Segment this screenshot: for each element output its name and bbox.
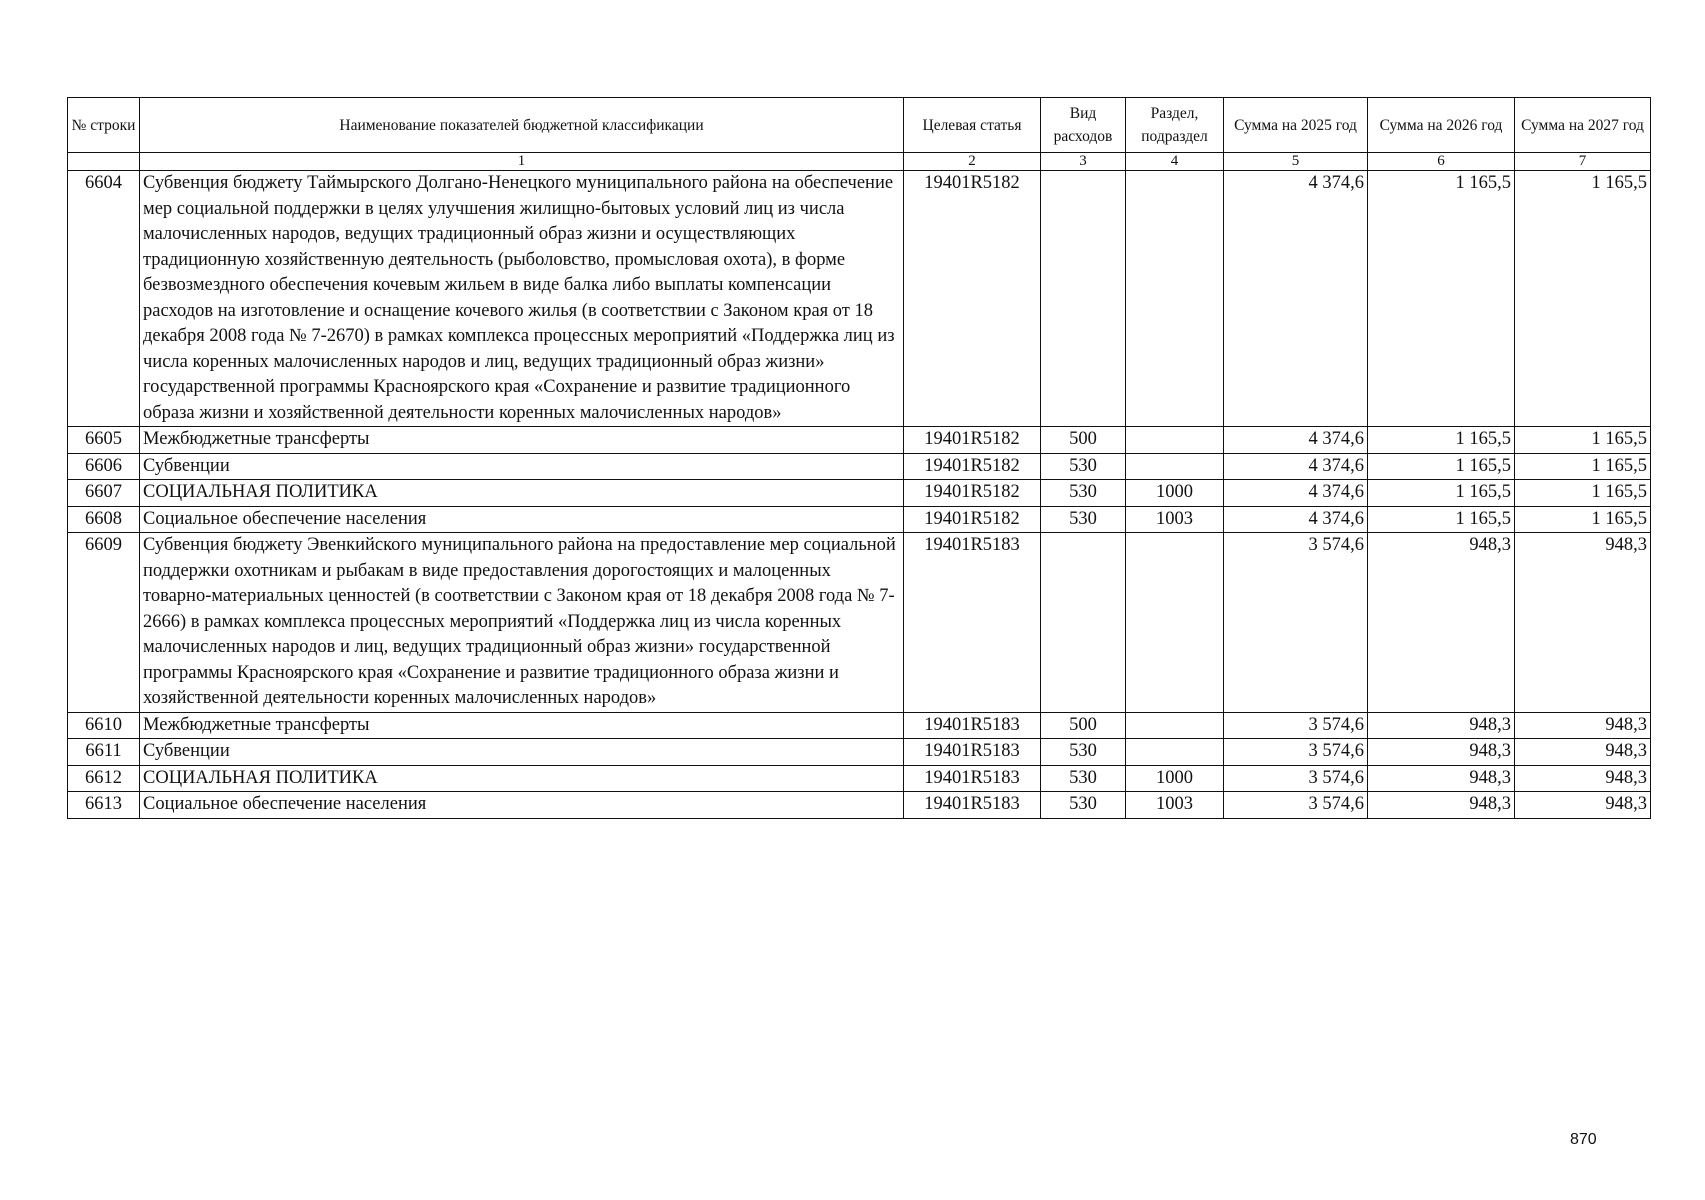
row-sum-2027: 948,3 [1515, 533, 1651, 713]
table-row [68, 712, 1651, 739]
row-sum-2027: 1 165,5 [1515, 453, 1651, 480]
row-number: 6605 [68, 427, 140, 454]
row-section [1126, 453, 1224, 480]
row-target-article: 19401R5183 [904, 739, 1041, 766]
row-sum-2026: 1 165,5 [1368, 427, 1515, 454]
table-row [68, 739, 1651, 766]
page-number: 870 [1570, 1131, 1597, 1148]
column-number: 3 [1041, 153, 1126, 171]
row-sum-2027: 1 165,5 [1515, 506, 1651, 533]
row-sum-2027: 1 165,5 [1515, 427, 1651, 454]
row-section: 1000 [1126, 480, 1224, 507]
row-name: Межбюджетные трансферты [140, 427, 904, 454]
row-section [1126, 427, 1224, 454]
row-target-article: 19401R5183 [904, 712, 1041, 739]
row-sum-2026: 1 165,5 [1368, 453, 1515, 480]
row-sum-2027: 1 165,5 [1515, 171, 1651, 427]
table-row [68, 427, 1651, 454]
row-sum-2025: 3 574,6 [1224, 533, 1368, 713]
row-sum-2027: 948,3 [1515, 739, 1651, 766]
row-expense-type [1041, 533, 1126, 713]
row-sum-2025: 4 374,6 [1224, 427, 1368, 454]
row-sum-2026: 1 165,5 [1368, 506, 1515, 533]
row-sum-2027: 948,3 [1515, 792, 1651, 819]
row-target-article: 19401R5182 [904, 506, 1041, 533]
row-number: 6606 [68, 453, 140, 480]
table-body [68, 171, 1651, 819]
column-number: 6 [1368, 153, 1515, 171]
row-number: 6607 [68, 480, 140, 507]
row-sum-2026: 948,3 [1368, 712, 1515, 739]
row-name: Межбюджетные трансферты [140, 712, 904, 739]
row-sum-2025: 3 574,6 [1224, 765, 1368, 792]
row-number: 6613 [68, 792, 140, 819]
table-row [68, 533, 1651, 713]
row-sum-2027: 948,3 [1515, 765, 1651, 792]
row-expense-type: 500 [1041, 427, 1126, 454]
row-sum-2026: 1 165,5 [1368, 480, 1515, 507]
header-indicator-name: Наименование показателей бюджетной классификации [140, 98, 904, 153]
column-number: 7 [1515, 153, 1651, 171]
table-row [68, 171, 1651, 427]
row-name: Субвенции [140, 453, 904, 480]
row-name: Субвенция бюджету Эвенкийского муниципального района на предоставление мер социальной поддержки охотникам и рыбакам в виде предоставления дорогостоящих и малоценных товарно-материальных ценностей (в соответствии с Законом края от 18 декабря 2008 года № 7-2666) в рамках комплекса процессных мероприятий «Поддержка лиц из числа коренных малочисленных народов и лиц, ведущих традиционный образ жизни» государственной программы Красноярского края «Сохранение и развитие традиционного образа жизни и хозяйственной деятельности коренных малочисленных народов» [140, 533, 904, 713]
row-expense-type: 500 [1041, 712, 1126, 739]
row-expense-type [1041, 171, 1126, 427]
row-sum-2025: 4 374,6 [1224, 506, 1368, 533]
table-row [68, 506, 1651, 533]
row-name: Социальное обеспечение населения [140, 792, 904, 819]
row-sum-2025: 3 574,6 [1224, 792, 1368, 819]
row-sum-2025: 3 574,6 [1224, 739, 1368, 766]
row-number: 6611 [68, 739, 140, 766]
row-number: 6604 [68, 171, 140, 427]
header-row-number: № строки [68, 98, 140, 153]
row-section: 1000 [1126, 765, 1224, 792]
header-target-article: Целевая статья [904, 98, 1041, 153]
row-sum-2025: 4 374,6 [1224, 480, 1368, 507]
column-number: 2 [904, 153, 1041, 171]
row-sum-2026: 1 165,5 [1368, 171, 1515, 427]
row-sum-2027: 1 165,5 [1515, 480, 1651, 507]
table-header [68, 98, 1651, 171]
row-target-article: 19401R5182 [904, 453, 1041, 480]
row-sum-2026: 948,3 [1368, 533, 1515, 713]
column-number [68, 153, 140, 171]
row-expense-type: 530 [1041, 765, 1126, 792]
row-sum-2026: 948,3 [1368, 739, 1515, 766]
row-target-article: 19401R5182 [904, 480, 1041, 507]
budget-table [67, 97, 1651, 819]
row-expense-type: 530 [1041, 792, 1126, 819]
row-sum-2027: 948,3 [1515, 712, 1651, 739]
row-name: Субвенции [140, 739, 904, 766]
header-sum-2027: Сумма на 2027 год [1515, 98, 1651, 153]
row-target-article: 19401R5183 [904, 765, 1041, 792]
row-expense-type: 530 [1041, 506, 1126, 533]
row-section: 1003 [1126, 792, 1224, 819]
row-name: Субвенция бюджету Таймырского Долгано-Ненецкого муниципального района на обеспечение мер социальной поддержки в целях улучшения жилищно-бытовых условий лиц из числа малочисленных народов, ведущих традиционный образ жизни и осуществляющих традиционную хозяйственную деятельность (рыболовство, промысловая охота), в форме безвозмездного обеспечения кочевым жильем в виде балка либо выплаты компенсации расходов на изготовление и оснащение кочевого жилья (в соответствии с Законом края от 18 декабря 2008 года № 7-2670) в рамках комплекса процессных мероприятий «Поддержка лиц из числа коренных малочисленных народов и лиц, ведущих традиционный образ жизни» государственной программы Красноярского края «Сохранение и развитие традиционного образа жизни и хозяйственной деятельности коренных малочисленных народов» [140, 171, 904, 427]
table-row [68, 453, 1651, 480]
row-section: 1003 [1126, 506, 1224, 533]
row-number: 6608 [68, 506, 140, 533]
row-target-article: 19401R5182 [904, 427, 1041, 454]
row-expense-type: 530 [1041, 453, 1126, 480]
row-sum-2025: 3 574,6 [1224, 712, 1368, 739]
row-expense-type: 530 [1041, 480, 1126, 507]
table-row [68, 765, 1651, 792]
row-number: 6612 [68, 765, 140, 792]
row-sum-2026: 948,3 [1368, 792, 1515, 819]
header-sum-2026: Сумма на 2026 год [1368, 98, 1515, 153]
row-name: СОЦИАЛЬНАЯ ПОЛИТИКА [140, 480, 904, 507]
column-number: 4 [1126, 153, 1224, 171]
header-expense-type: Вид расходов [1041, 98, 1126, 153]
header-sum-2025: Сумма на 2025 год [1224, 98, 1368, 153]
row-section [1126, 171, 1224, 427]
column-number: 1 [140, 153, 904, 171]
row-sum-2026: 948,3 [1368, 765, 1515, 792]
row-target-article: 19401R5183 [904, 792, 1041, 819]
row-number: 6609 [68, 533, 140, 713]
table-row [68, 792, 1651, 819]
row-target-article: 19401R5183 [904, 533, 1041, 713]
row-section [1126, 712, 1224, 739]
row-number: 6610 [68, 712, 140, 739]
row-sum-2025: 4 374,6 [1224, 453, 1368, 480]
header-section: Раздел, подраздел [1126, 98, 1224, 153]
row-sum-2025: 4 374,6 [1224, 171, 1368, 427]
row-name: Социальное обеспечение населения [140, 506, 904, 533]
column-number-row [68, 153, 1651, 171]
row-name: СОЦИАЛЬНАЯ ПОЛИТИКА [140, 765, 904, 792]
column-number: 5 [1224, 153, 1368, 171]
row-expense-type: 530 [1041, 739, 1126, 766]
table-row [68, 480, 1651, 507]
row-target-article: 19401R5182 [904, 171, 1041, 427]
row-section [1126, 739, 1224, 766]
row-section [1126, 533, 1224, 713]
